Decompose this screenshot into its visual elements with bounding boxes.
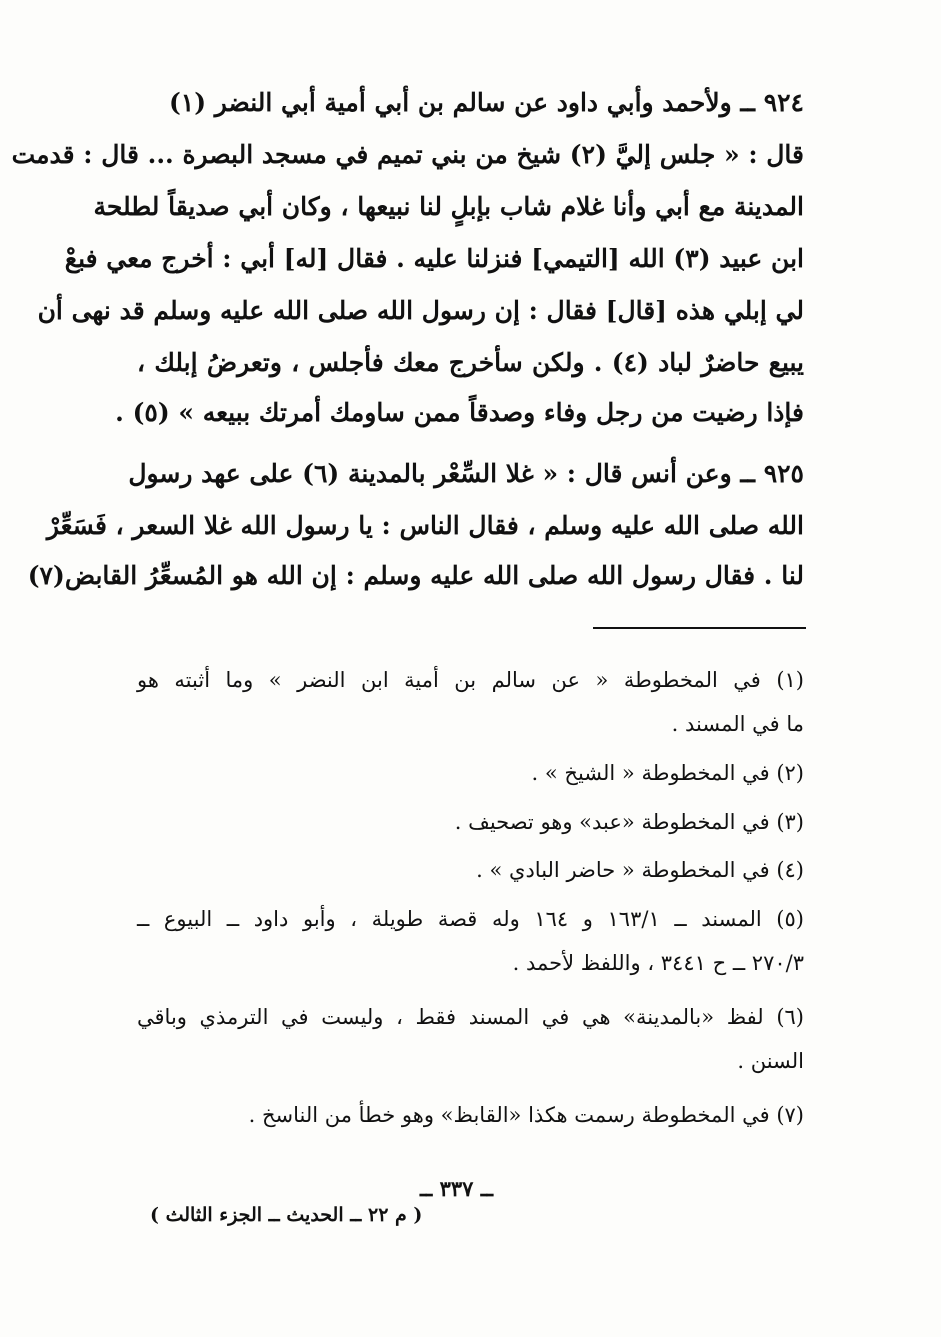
footnote-3: (٣) في المخطوطة «عبد» وهو تصحيف .	[454, 810, 804, 834]
footnote-4: (٤) في المخطوطة « حاضر البادي » .	[476, 858, 804, 882]
footnote-5-line-1: (٥) المسند ــ ١٦٣/١ و ١٦٤ وله قصة طويلة ، وأبو داود ــ البيوع ــ	[137, 907, 804, 931]
hadith-924-line-3: المدينة مع أبي وأنا غلام شاب بإبلٍ لنا نبيعها ، وكان أبي صديقاً لطلحة	[93, 192, 804, 221]
page-number: ــ ٣٣٧ ــ	[420, 1176, 494, 1201]
printer-signature: ( م ٢٢ ــ الحديث ــ الجزء الثالث )	[150, 1204, 423, 1226]
footnote-7: (٧) في المخطوطة رسمت هكذا «القابظ» وهو خطأ من الناسخ .	[248, 1103, 804, 1127]
footnote-5-line-2: ٢٧٠/٣ ــ ح ٣٤٤١ ، واللفظ لأحمد .	[512, 951, 804, 975]
hadith-924-line-1: ٩٢٤ ــ ولأحمد وأبي داود عن سالم بن أبي أمية أبي النضر (١)	[168, 88, 804, 117]
footnote-separator	[593, 627, 806, 629]
hadith-925-line-3: لنا . فقال رسول الله صلى الله عليه وسلم : إن الله هو المُسعِّرُ القابض(٧)	[27, 561, 804, 590]
hadith-924-line-5: لي إبلي هذه [قال] فقال : إن رسول الله صلى الله عليه وسلم قد نهى أن	[37, 296, 804, 325]
footnote-1-line-2: ما في المسند .	[671, 712, 804, 736]
hadith-925-line-2: الله صلى الله عليه وسلم ، فقال الناس : يا رسول الله غلا السعر ، فَسَعِّرْ	[46, 511, 804, 540]
hadith-924-line-6: يبيع حاضرٌ لباد (٤) . ولكن سأخرج معك فأجلس ، وتعرضُ إبلك ،	[137, 348, 805, 377]
hadith-924-line-4: ابن عبيد (٣) الله [التيمي] فنزلنا عليه . فقال [له] أبي : أخرج معي فبعْ	[64, 244, 804, 273]
hadith-924-line-7: فإذا رضيت من رجل وفاء وصدقاً ممن ساومك أمرتك ببيعه » (٥) .	[115, 398, 804, 427]
footnote-6-line-1: (٦) لفظ «بالمدينة» هي في المسند فقط ، وليست في الترمذي وباقي	[137, 1005, 804, 1029]
hadith-925-line-1: ٩٢٥ ــ وعن أنس قال : « غلا السِّعْر بالمدينة (٦) على عهد رسول	[128, 459, 804, 488]
footnote-2: (٢) في المخطوطة « الشيخ » .	[531, 761, 804, 785]
footnote-6-line-2: السنن .	[737, 1049, 804, 1073]
footnote-1-line-1: (١) في المخطوطة « عن سالم بن أمية ابن النضر » وما أثبته هو	[137, 668, 804, 692]
hadith-924-line-2: قال : « جلس إليَّ (٢) شيخ من بني تميم في مسجد البصرة ... قال : قدمت	[11, 140, 804, 169]
